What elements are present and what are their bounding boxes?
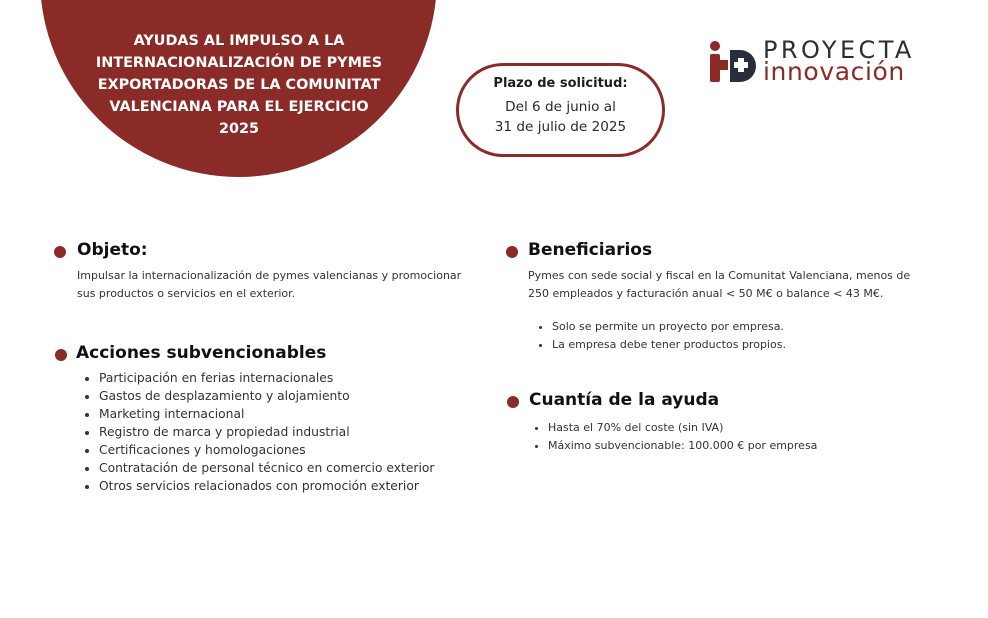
beneficiarios-description — [528, 267, 948, 302]
list-item: • Registro de marca y propiedad industrial — [99, 423, 499, 441]
deadline-value-line: Del 6 de junio al — [505, 99, 616, 115]
deadline-value-line: 31 de julio de 2025 — [494, 119, 627, 135]
objeto-description-line: sus productos o servicios en el exterior. — [77, 286, 296, 300]
list-item: • Contratación de personal técnico en comercio exterior — [99, 459, 499, 477]
list-item: • La empresa debe tener productos propios. — [552, 336, 952, 354]
acciones-heading: Acciones subvencionables — [76, 343, 327, 363]
list-item: • Máximo subvencionable: 100.000 € por empresa — [548, 437, 948, 455]
objeto-description-line: Impulsar la internacionalización de pymes valencianas y promocionar — [77, 269, 462, 282]
list-item: • Otros servicios relacionados con promoción exterior — [99, 477, 499, 495]
objeto-description — [77, 267, 487, 302]
title-line: AYUDAS AL IMPULSO A LA — [133, 33, 345, 49]
beneficiarios-heading: Beneficiarios — [528, 240, 653, 260]
objeto-heading: Objeto: — [77, 240, 148, 260]
acciones-list — [77, 369, 499, 495]
cuantia-bullet-icon — [507, 396, 519, 408]
list-item: • Solo se permite un proyecto por empresa. — [552, 318, 952, 336]
title-line: VALENCIANA PARA EL EJERCICIO — [109, 99, 369, 115]
list-item: • Certificaciones y homologaciones — [99, 441, 499, 459]
beneficiarios-description-line: Pymes con sede social y fiscal en la Comunitat Valenciana, menos de — [528, 269, 911, 282]
deadline-label: Plazo de solicitud: — [493, 76, 628, 91]
logo-bottom-text: innovación — [763, 57, 905, 86]
page-title — [90, 30, 388, 140]
list-item: • Hasta el 70% del coste (sin IVA) — [548, 419, 948, 437]
beneficiarios-bullet-icon — [506, 246, 518, 258]
list-item: • Marketing internacional — [99, 405, 499, 423]
list-item: • Gastos de desplazamiento y alojamiento — [99, 387, 499, 405]
title-line: 2025 — [218, 121, 260, 137]
list-item: • Participación en ferias internacionales — [99, 369, 499, 387]
beneficiarios-description-line: 250 empleados y facturación anual < 50 M€ o balance < 43 M€. — [528, 286, 884, 300]
title-line: EXPORTADORAS DE LA COMUNITAT — [97, 77, 381, 93]
deadline-value — [459, 97, 662, 137]
cuantia-heading: Cuantía de la ayuda — [529, 390, 720, 410]
logo-top-text: PROYECTA — [763, 36, 915, 64]
proyecta-innovacion-logo-mark-icon — [708, 40, 756, 84]
beneficiarios-list — [530, 318, 952, 353]
cuantia-list — [526, 419, 948, 454]
title-line: INTERNACIONALIZACIÓN DE PYMES — [95, 55, 383, 71]
proyecta-innovacion-logo — [708, 38, 928, 88]
objeto-bullet-icon — [54, 246, 66, 258]
acciones-bullet-icon — [55, 349, 67, 361]
deadline-badge — [456, 63, 665, 157]
